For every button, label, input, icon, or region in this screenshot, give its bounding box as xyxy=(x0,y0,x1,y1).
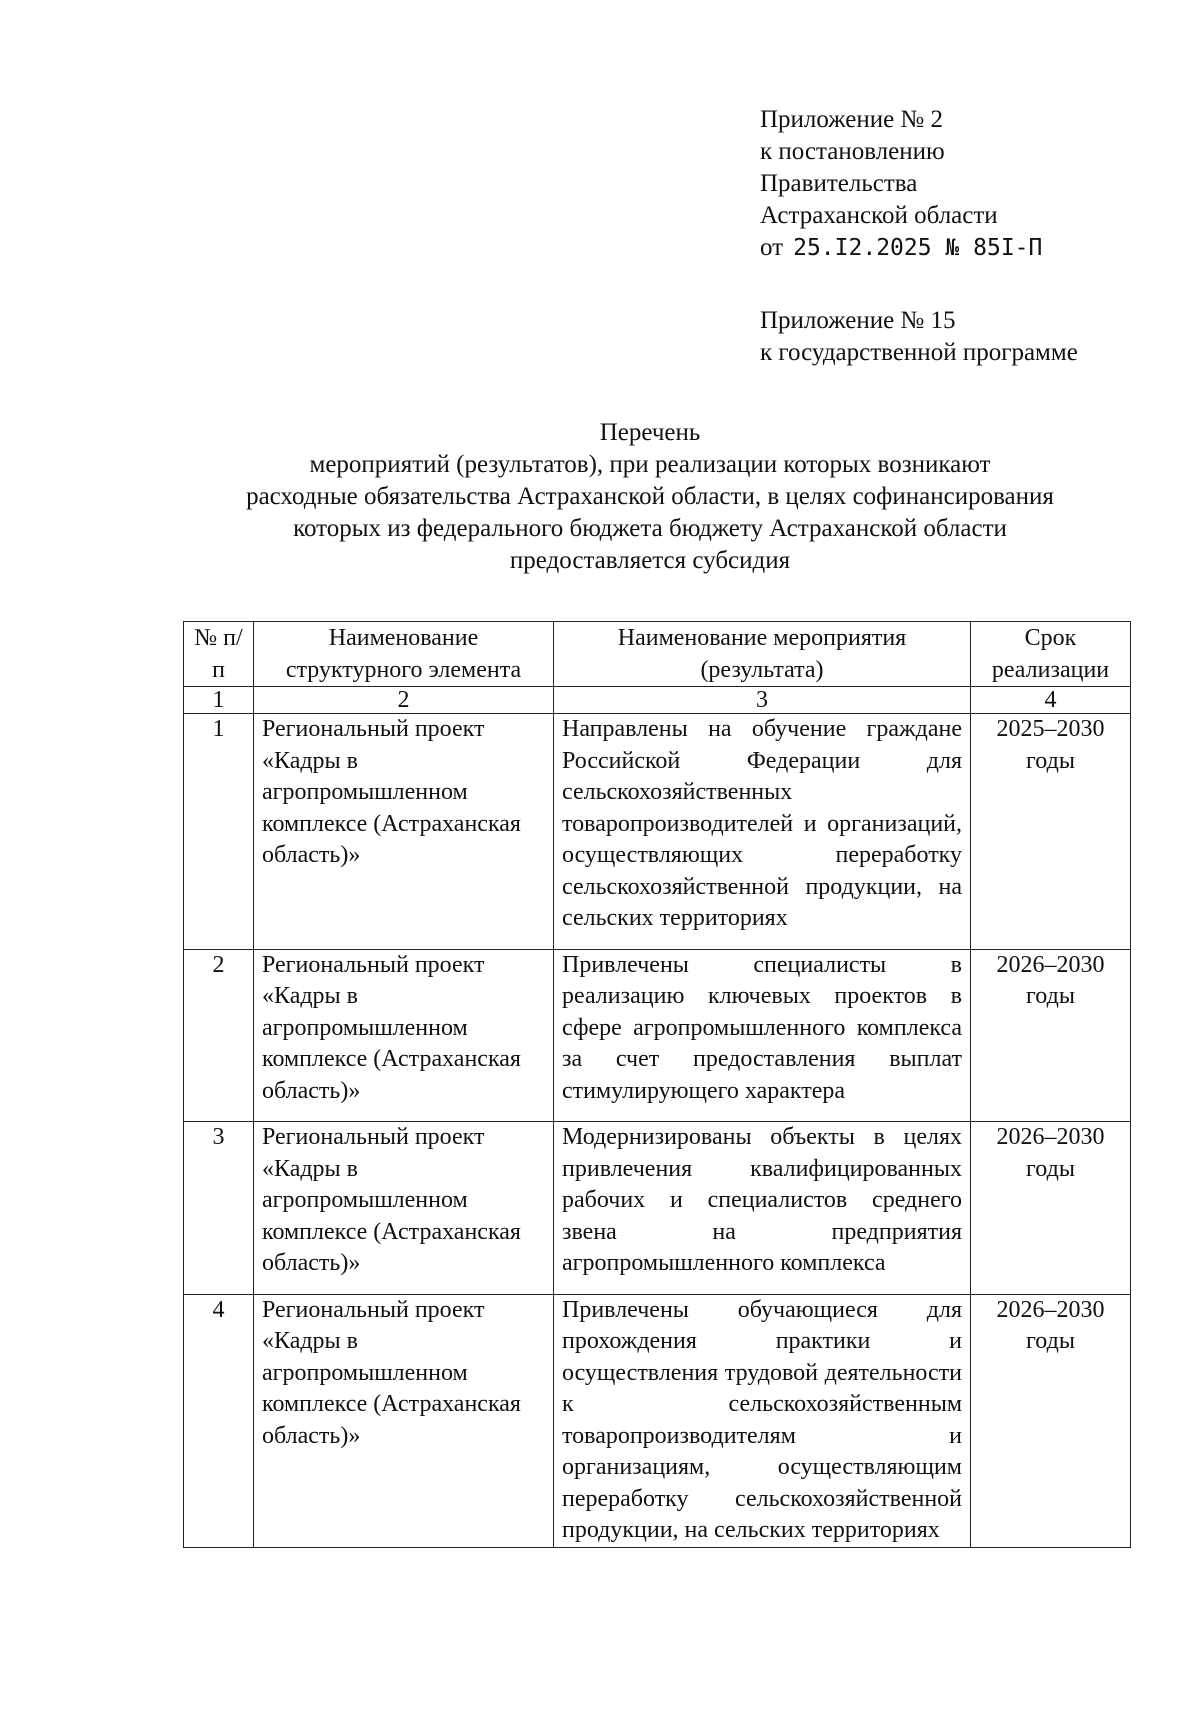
attachment-line: Приложение № 15 xyxy=(760,307,956,334)
row-num: 1 xyxy=(184,714,254,950)
attachment-line: Приложение № 2 xyxy=(760,106,944,133)
row-activity: Направлены на обучение граждане Российской Федерации для сельскохозяйственных товаропроизводителей и организаций, осуществляющих переработку сельскохозяйственной продукции, на сельских территориях xyxy=(554,714,971,950)
attachment-program-block xyxy=(760,305,1078,369)
row-element: Региональный проект «Кадры в агропромышленном комплексе (Астраханская область)» xyxy=(254,949,554,1122)
date-prefix: от xyxy=(760,234,784,261)
attachment-line: к постановлению xyxy=(760,138,945,165)
column-number: 2 xyxy=(254,687,554,714)
row-element: Региональный проект «Кадры в агропромышленном комплексе (Астраханская область)» xyxy=(254,714,554,950)
activities-table xyxy=(183,621,1131,1548)
row-term: 2026–2030 годы xyxy=(971,1294,1131,1547)
row-activity: Привлечены специалисты в реализацию ключевых проектов в сфере агропромышленного комплекса за счет предоставления выплат стимулирующего характера xyxy=(554,949,971,1122)
row-num: 2 xyxy=(184,949,254,1122)
date-stamp-value: 25.I2.2025 № 85I-П xyxy=(793,235,1043,261)
table-row xyxy=(184,1294,1131,1547)
column-number: 4 xyxy=(971,687,1131,714)
row-activity: Модернизированы объекты в целях привлечения квалифицированных рабочих и специалистов среднего звена на предприятия агропромышленного комплекса xyxy=(554,1122,971,1295)
row-element: Региональный проект «Кадры в агропромышленном комплексе (Астраханская область)» xyxy=(254,1122,554,1295)
header-activity: Наименование мероприятия (результата) xyxy=(554,622,971,687)
row-num: 4 xyxy=(184,1294,254,1547)
attachment-line: Астраханской области xyxy=(760,202,998,229)
row-num: 3 xyxy=(184,1122,254,1295)
title-line: которых из федерального бюджета бюджету Астраханской области xyxy=(293,515,1007,542)
column-number: 1 xyxy=(184,687,254,714)
table-row xyxy=(184,1122,1131,1295)
row-term: 2026–2030 годы xyxy=(971,949,1131,1122)
header-term: Срок реализации xyxy=(971,622,1131,687)
title-line: Перечень xyxy=(599,419,701,446)
row-activity: Привлечены обучающиеся для прохождения практики и осуществления трудовой деятельности к сельскохозяйственным товаропроизводителям и организациям, осуществляющим переработку сельскохозяйственной продукции, на сельских территориях xyxy=(554,1294,971,1547)
header-element: Наименование структурного элемента xyxy=(254,622,554,687)
row-element: Региональный проект «Кадры в агропромышленном комплексе (Астраханская область)» xyxy=(254,1294,554,1547)
column-number: 3 xyxy=(554,687,971,714)
title-line: расходные обязательства Астраханской области, в целях софинансирования xyxy=(246,483,1054,510)
attachment-line: к государственной программе xyxy=(760,339,1078,366)
title-line: предоставляется субсидия xyxy=(509,547,791,574)
table-header-row xyxy=(184,622,1131,687)
row-term: 2026–2030 годы xyxy=(971,1122,1131,1295)
table-row xyxy=(184,714,1131,950)
row-term: 2025–2030 годы xyxy=(971,714,1131,950)
column-number-row xyxy=(184,687,1131,714)
table-row xyxy=(184,949,1131,1122)
attachment-line: Правительства xyxy=(760,170,918,197)
attachment-order-block xyxy=(760,104,1042,264)
header-num: № п/п xyxy=(184,622,254,687)
order-date-stamp xyxy=(760,232,1042,264)
title-line: мероприятий (результатов), при реализации которых возникают xyxy=(309,451,991,478)
document-title xyxy=(170,417,1130,577)
